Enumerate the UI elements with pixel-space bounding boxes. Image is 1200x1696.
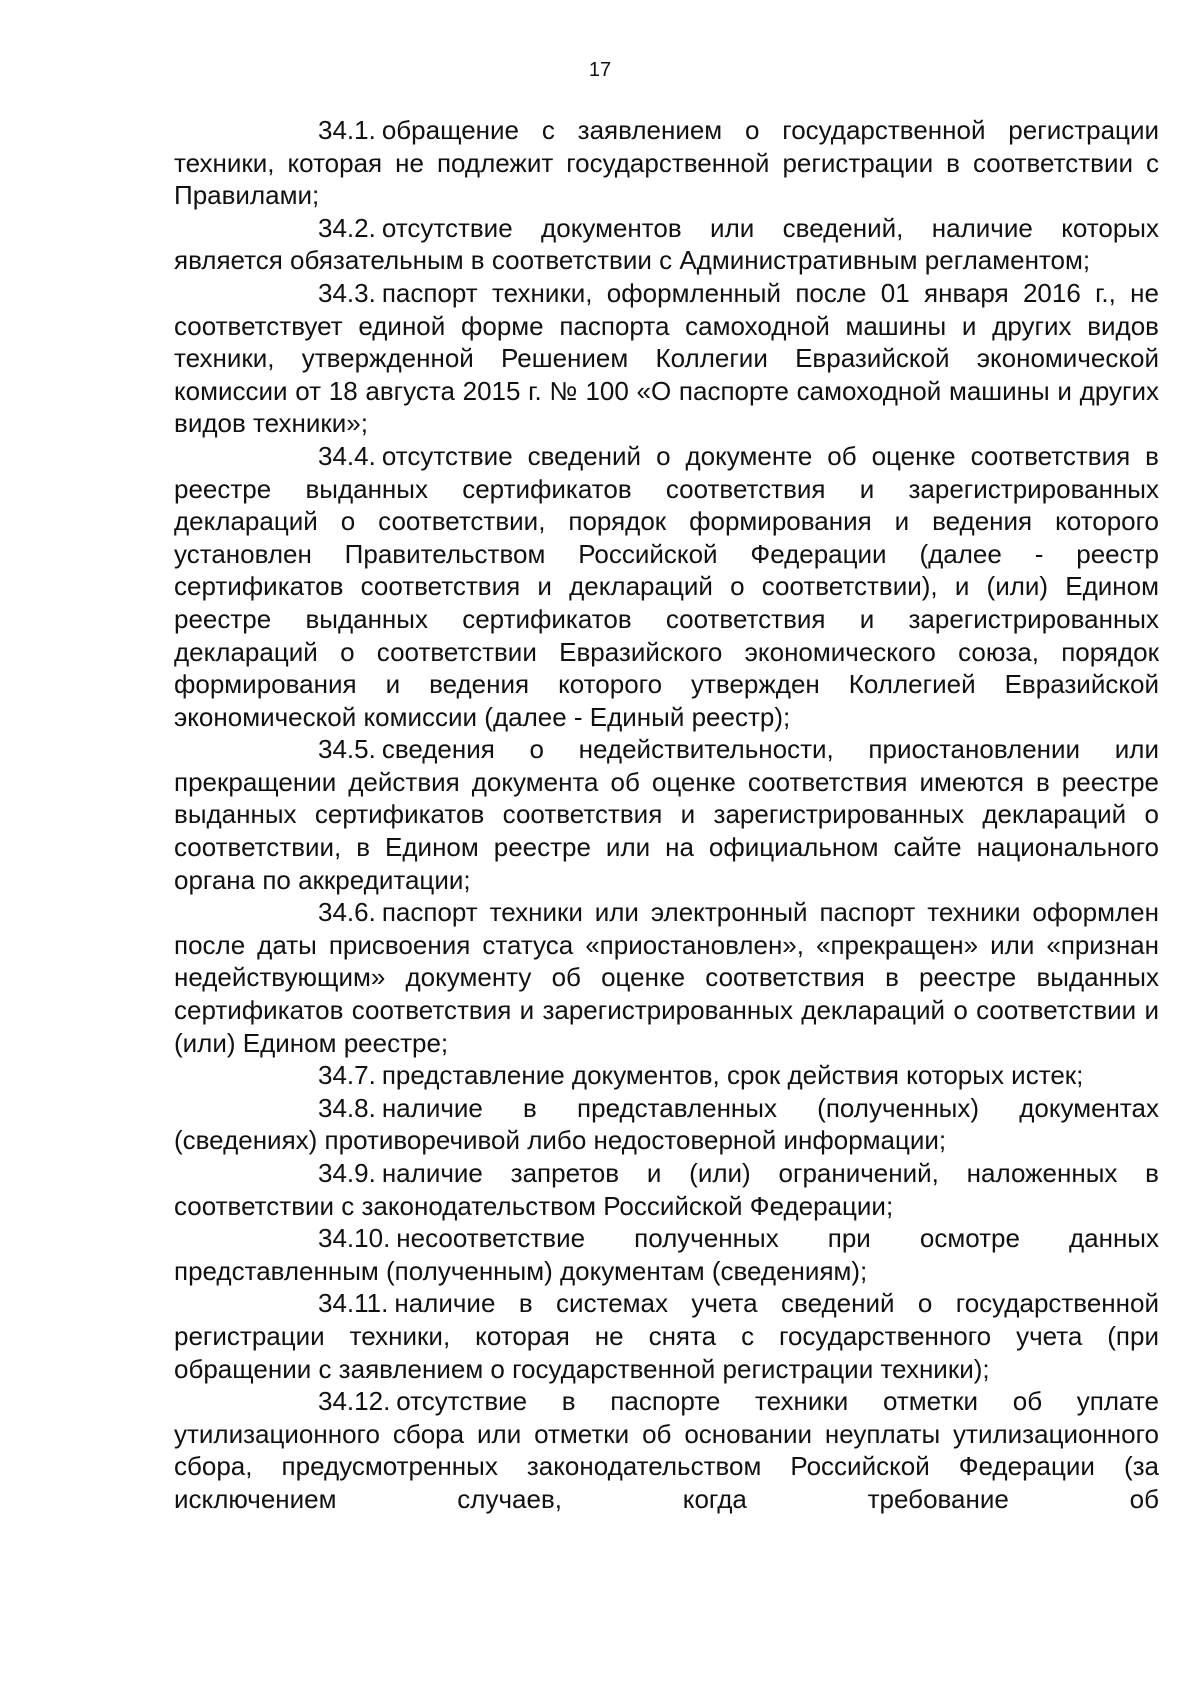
page-number: 17 [588, 59, 612, 81]
item-number: 34.10. [318, 1223, 391, 1254]
list-item-34-10 [174, 1222, 1159, 1287]
item-text: несоответствие полученных при осмотре данных представленным (полученным) документам (сведениям); [174, 1223, 1159, 1286]
item-number: 34.5. [318, 734, 376, 765]
item-text: отсутствие в паспорте техники отметки об уплате утилизационного сбора или отметки об основании неуплаты утилизационного сбора, предусмотренных законодательством Российской Федерации (за исключением случаев, когда требование об [174, 1386, 1159, 1514]
list-item-34-5 [174, 733, 1159, 896]
list-item-34-3 [174, 277, 1159, 440]
item-number: 34.4. [318, 440, 376, 471]
item-text: наличие в представленных (полученных) документах (сведениях) противоречивой либо недостоверной информации; [174, 1092, 1159, 1156]
item-number: 34.3. [318, 277, 376, 308]
item-text: паспорт техники, оформленный после 01 января 2016 г., не соответствует единой форме паспорта самоходной машины и других видов техники, утвержденной Решением Коллегии Евразийской экономической комиссии от 18 августа 2015 г. № 100 «О паспорте самоходной машины и других видов техники»; [174, 277, 1159, 439]
item-text: отсутствие документов или сведений, наличие которых является обязательным в соответствии с Административным регламентом; [174, 212, 1159, 276]
document-body [174, 114, 1159, 1516]
item-number: 34.9. [318, 1158, 376, 1188]
list-item-34-7 [174, 1059, 1159, 1092]
item-number: 34.8. [318, 1092, 376, 1123]
item-text: паспорт техники или электронный паспорт техники оформлен после даты присвоения статуса «приостановлен», «прекращен» или «признан недействующим» документу об оценке соответствия в реестре выданных сертификатов соответствия и зарегистрированных деклараций о соответствии и (или) Едином реестре; [174, 897, 1159, 1058]
item-text: отсутствие сведений о документе об оценке соответствия в реестре выданных сертификатов соответствия и зарегистрированных деклараций о соответствии, порядок формирования и ведения которого установлен Правительством Российской Федерации (далее - реестр сертификатов соответствия и деклараций о соответствии), и (или) Едином реестре выданных сертификатов соответствия и зарегистрированных деклараций о соответствии Евразийского экономического союза, порядок формирования и ведения которого утвержден Коллегией Евразийской экономической комиссии (далее - Единый реестр); [174, 440, 1159, 732]
item-text: представление документов, срок действия которых истек; [381, 1060, 1084, 1091]
item-text: наличие запретов и (или) ограничений, наложенных в соответствии с законодательством Российской Федерации; [174, 1158, 1159, 1221]
list-item-34-4 [174, 440, 1159, 733]
list-item-34-11 [174, 1287, 1159, 1385]
item-number: 34.12. [318, 1386, 391, 1417]
item-number: 34.11. [318, 1288, 389, 1319]
list-item-34-12 [174, 1385, 1159, 1515]
item-number: 34.7. [318, 1060, 376, 1091]
list-item-34-8 [174, 1092, 1159, 1157]
item-number: 34.2. [318, 212, 376, 243]
item-number: 34.1. [318, 115, 376, 145]
list-item-34-9 [174, 1157, 1159, 1222]
list-item-34-1 [174, 114, 1159, 212]
list-item-34-2 [174, 212, 1159, 277]
item-text: сведения о недействительности, приостановлении или прекращении действия документа об оценке соответствия имеются в реестре выданных сертификатов соответствия и зарегистрированных деклараций о соответствии, в Едином реестре или на официальном сайте национального органа по аккредитации; [174, 734, 1159, 895]
item-text: обращение с заявлением о государственной регистрации техники, которая не подлежит государственной регистрации в соответствии с Правилами; [174, 115, 1159, 211]
list-item-34-6 [174, 896, 1159, 1059]
item-text: наличие в системах учета сведений о государственной регистрации техники, которая не снята с государственного учета (при обращении с заявлением о государственной регистрации техники); [174, 1288, 1159, 1384]
item-number: 34.6. [318, 897, 376, 928]
